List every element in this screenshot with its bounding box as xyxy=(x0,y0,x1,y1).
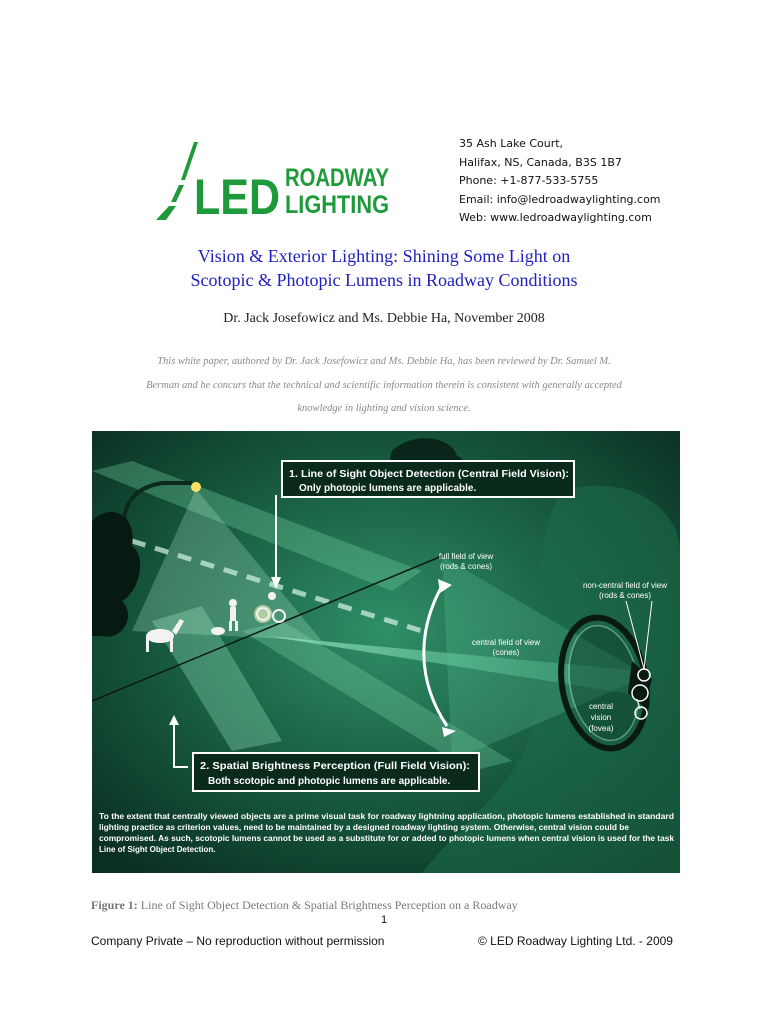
callout-1-line-2: Only photopic lumens are applicable. xyxy=(299,483,477,494)
review-statement xyxy=(92,350,676,421)
caption-text: Line of Sight Object Detection & Spatial Brightness Perception on a Roadway xyxy=(137,898,518,912)
review-line-2: Berman and he concurs that the technical and scientific information therein is consistent with generally accepted xyxy=(146,379,622,391)
contact-website[interactable]: Web: www.ledroadwaylighting.com xyxy=(459,211,652,225)
contact-info xyxy=(459,135,661,228)
central-vision-label-2: vision xyxy=(590,713,612,722)
authors-line: Dr. Jack Josefowicz and Ms. Debbie Ha, November 2008 xyxy=(223,311,545,326)
full-field-label-1: full field of view xyxy=(438,552,494,561)
central-field-label-2: (cones) xyxy=(492,648,520,657)
company-logo xyxy=(154,140,394,225)
contact-address: 35 Ash Lake Court, xyxy=(459,137,564,150)
figure-illustration xyxy=(92,431,680,873)
callout-2-line-2: Both scotopic and photopic lumens are applicable. xyxy=(208,776,451,787)
noncentral-label-1: non-central field of view xyxy=(582,581,668,590)
logo-led: LED xyxy=(194,169,280,225)
contact-email[interactable]: Email: info@ledroadwaylighting.com xyxy=(459,192,661,206)
review-line-1: This white paper, authored by Dr. Jack Josefowicz and Ms. Debbie Ha, has been reviewed by Dr. Samuel M. xyxy=(157,356,611,367)
contact-city: Halifax, NS, Canada, B3S 1B7 xyxy=(459,155,622,169)
figure-note-line-1: To the extent that centrally viewed objects are a prime visual task for roadway lightning application, photopic lumens established in standard xyxy=(99,812,675,821)
central-field-label-1: central field of view xyxy=(471,638,541,647)
logo-stripe-icon xyxy=(156,206,176,220)
figure-note-line-3: compromised. As such, scotopic lumens cannot be used as a substitute for or added to photopic lumens when central vision is used for the task xyxy=(99,834,675,843)
full-field-label-2: (rods & cones) xyxy=(439,562,493,571)
figure-caption xyxy=(91,898,518,913)
title-line-1: Vision & Exterior Lighting: Shining Some Light on xyxy=(197,246,571,266)
noncentral-label-2: (rods & cones) xyxy=(598,591,652,600)
document-title xyxy=(0,244,768,292)
footer-copyright: © LED Roadway Lighting Ltd. - 2009 xyxy=(478,934,673,948)
central-vision-label-1: central xyxy=(588,702,614,711)
figure-note-line-2: lighting practice as criterion values, need to be maintained by a designed roadway lighting system. Otherwise, central vision could be xyxy=(99,823,630,832)
title-line-2: Scotopic & Photopic Lumens in Roadway Conditions xyxy=(190,270,578,290)
logo-roadway: ROADWAY xyxy=(285,164,390,192)
caption-label: Figure 1: xyxy=(91,898,138,912)
figure-note-line-4: Line of Sight Object Detection. xyxy=(99,845,216,854)
contact-phone: Phone: +1-877-533-5755 xyxy=(459,174,599,188)
review-line-3: knowledge in lighting and vision science. xyxy=(297,403,471,414)
footer-confidentiality: Company Private – No reproduction without permission xyxy=(91,934,385,948)
central-vision-label-3: (fovea) xyxy=(588,724,614,733)
logo-lighting: LIGHTING xyxy=(285,191,389,219)
page-number: 1 xyxy=(380,914,388,926)
callout-2-line-1: 2. Spatial Brightness Perception (Full Field Vision): xyxy=(200,761,470,772)
logo-stripe-icon xyxy=(171,185,184,202)
callout-1-line-1: 1. Line of Sight Object Detection (Central Field Vision): xyxy=(289,469,569,480)
